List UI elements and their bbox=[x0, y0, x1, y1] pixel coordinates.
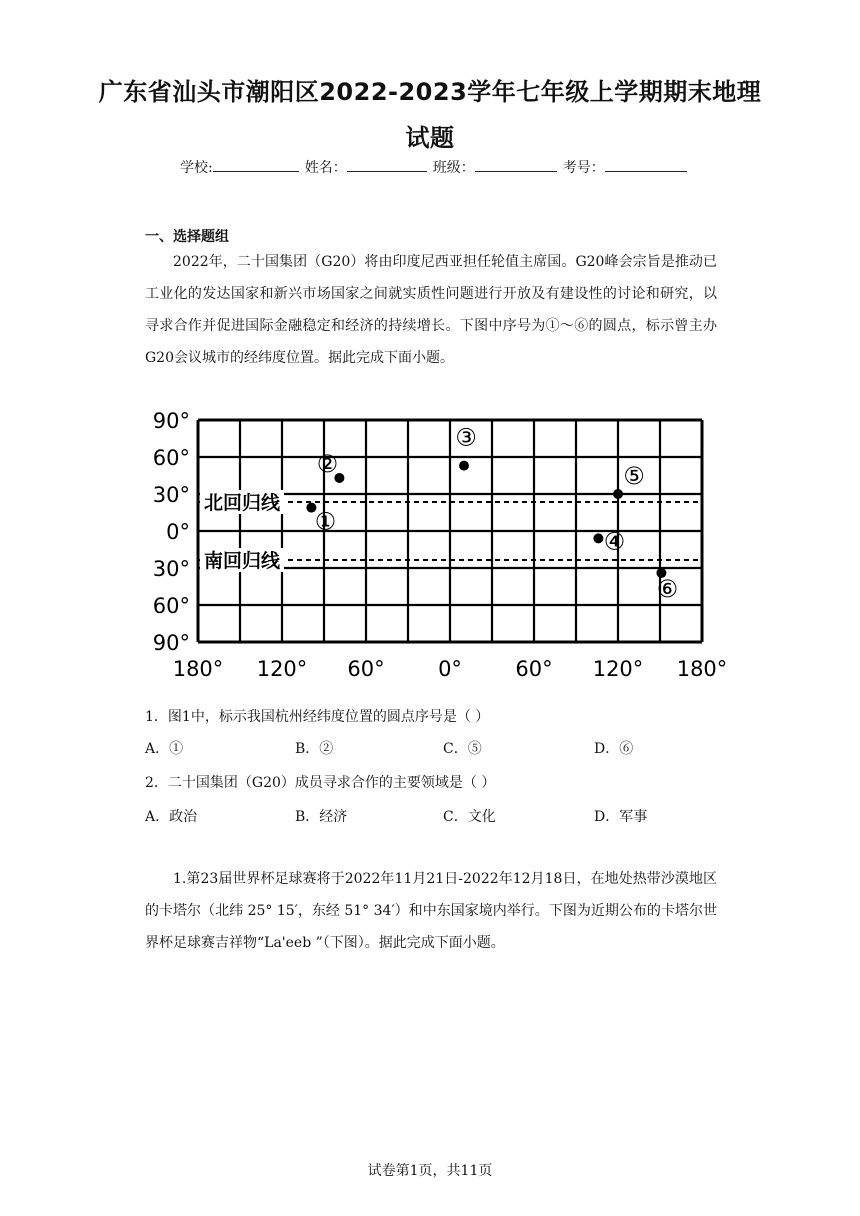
city-point-marker bbox=[593, 533, 603, 543]
school-blank[interactable] bbox=[213, 158, 299, 172]
tropic-of-capricorn-label: 南回归线 bbox=[204, 549, 281, 572]
city-point-label: ② bbox=[316, 449, 339, 478]
city-point-marker bbox=[459, 461, 469, 471]
chart-grid bbox=[198, 420, 702, 642]
y-tick-label: 30° bbox=[152, 557, 190, 581]
question-2-stem: 2．二十国集团（G20）成员寻求合作的主要领域是（ ） bbox=[145, 775, 496, 791]
x-tick-label: 60° bbox=[515, 657, 553, 681]
y-tick-label: 90° bbox=[152, 631, 190, 655]
page-title-continued: 试题 bbox=[405, 124, 455, 152]
city-point-label: ④ bbox=[603, 527, 626, 556]
exam-number-label: 考号： bbox=[562, 160, 605, 176]
y-tick-label: 60° bbox=[152, 446, 190, 470]
question-1-option-b[interactable]: B．② bbox=[295, 741, 334, 757]
tropic-of-cancer-label: 北回归线 bbox=[204, 492, 281, 515]
y-tick-label: 90° bbox=[152, 409, 190, 433]
question-2-option-b[interactable]: B．经济 bbox=[295, 809, 348, 825]
y-tick-label: 60° bbox=[152, 594, 190, 618]
x-tick-label: 180° bbox=[172, 657, 224, 681]
class-blank[interactable] bbox=[475, 158, 557, 172]
name-blank[interactable] bbox=[347, 158, 427, 172]
question-2-option-c[interactable]: C．文化 bbox=[443, 809, 496, 825]
x-tick-label: 120° bbox=[256, 657, 308, 681]
class-label: 班级： bbox=[432, 160, 475, 176]
question-2-option-d[interactable]: D．军事 bbox=[594, 809, 648, 825]
student-info-row bbox=[180, 157, 693, 177]
x-tick-label: 120° bbox=[592, 657, 644, 681]
question-1-option-a[interactable]: A．① bbox=[145, 741, 184, 757]
city-point-label: ⑤ bbox=[623, 462, 645, 490]
intro-paragraph: 2022年，二十国集团（G20）将由印度尼西亚担任轮值主席国。G20峰会宗旨是推动已工业化的发达国家和新兴市场国家之间就实质性问题进行开放及有建设性的讨论和研究，以寻求合作并促进国际金融稳定和经济的持续增长。下图中序号为①～⑥的圆点，标示曾主办G20会议城市的经纬度位置。据此完成下面小题。 bbox=[145, 254, 717, 366]
question-1-stem: 1．图1中，标示我国杭州经纬度位置的圆点序号是（ ） bbox=[145, 709, 490, 725]
city-point-label: ⑥ bbox=[656, 574, 679, 603]
city-point-label: ① bbox=[314, 507, 337, 536]
lat-lon-grid-chart bbox=[150, 404, 750, 689]
y-tick-label: 0° bbox=[166, 520, 190, 544]
city-point-marker bbox=[613, 489, 623, 499]
x-tick-label: 0° bbox=[438, 657, 462, 681]
school-label: 学校: bbox=[180, 160, 213, 176]
page-title: 广东省汕头市潮阳区2022-2023学年七年级上学期期末地理 bbox=[98, 78, 762, 106]
exam-number-blank[interactable] bbox=[605, 158, 687, 172]
page-footer: 试卷第1页，共11页 bbox=[367, 1163, 493, 1179]
city-point-label: ③ bbox=[455, 423, 477, 452]
x-tick-label: 60° bbox=[347, 657, 385, 681]
x-tick-label: 180° bbox=[676, 657, 728, 681]
question-1-option-d[interactable]: D．⑥ bbox=[594, 741, 634, 757]
worldcup-paragraph: 1.第23届世界杯足球赛将于2022年11月21日-2022年12月18日，在地处热带沙漠地区的卡塔尔（北纬 25° 15′，东经 51° 34′）和中东国家境内举行。下图为近期公布的卡塔尔世界杯足球赛吉祥物“La'eeb ”（下图）。据此完成下面小题。 bbox=[145, 871, 717, 951]
section-heading: 一、选择题组 bbox=[145, 229, 229, 245]
name-label: 姓名： bbox=[304, 160, 347, 176]
question-1-option-c[interactable]: C．⑤ bbox=[443, 741, 482, 757]
y-tick-label: 30° bbox=[152, 483, 190, 507]
question-2-option-a[interactable]: A．政治 bbox=[145, 809, 198, 825]
